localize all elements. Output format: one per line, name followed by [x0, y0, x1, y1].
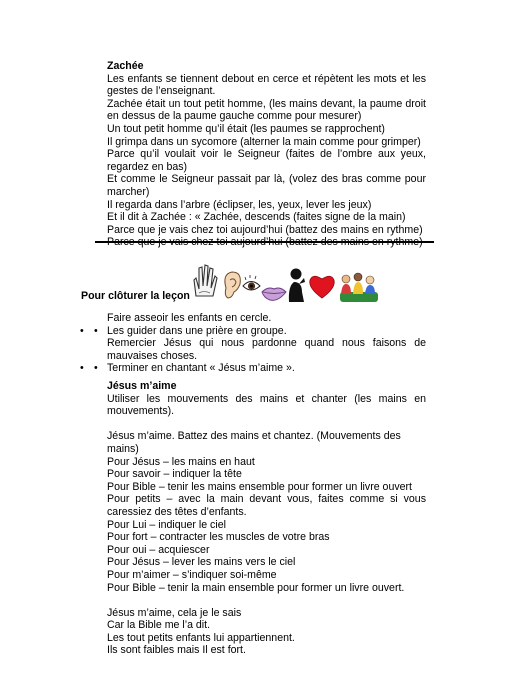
- zachee-line: Et comme le Seigneur passait par là, (volez des bras comme pour marcher): [107, 173, 426, 198]
- zachee-line: Il regarda dans l’arbre (éclipser, les, yeux, lever les jeux): [107, 198, 372, 211]
- closing-bullet-item: [94, 325, 413, 338]
- closing-item: Les guider dans une prière en groupe.: [107, 324, 287, 337]
- closing-heading: Pour clôturer la leçon: [81, 290, 190, 302]
- song-line: Pour fort – contracter les muscles de votre bras: [107, 531, 330, 544]
- mouth-icon: [262, 288, 286, 300]
- song-line: Pour Bible – tenir les mains ensemble pour former un livre ouvert: [107, 480, 413, 493]
- hand-icon: [194, 265, 217, 296]
- song-line: Pour m’aimer – s’indiquer soi-même: [107, 568, 277, 581]
- icons-strip: [190, 262, 380, 306]
- zachee-section: [107, 60, 426, 249]
- zachee-title: Zachée: [107, 60, 144, 72]
- song-title: Jésus m’aime: [107, 380, 177, 392]
- praying-child-icon: [289, 269, 305, 303]
- song-line: Jésus m’aime. Battez des mains et chantez. (Mouvements des mains): [107, 430, 401, 455]
- song-intro: Utiliser les mouvements des mains et chanter (les mains en mouvements).: [107, 392, 426, 418]
- closing-item: Terminer en chantant « Jésus m’aime ».: [107, 362, 295, 375]
- zachee-line: Parce qu’il voulait voir le Seigneur (faites de l’ombre aux yeux, regardez en bas): [107, 148, 426, 173]
- closing-item: Faire asseoir les enfants en cercle.: [107, 312, 272, 324]
- zachee-line: Un tout petit homme qu’il était (les paumes se rapprochent): [107, 122, 385, 135]
- zachee-line: Les enfants se tiennent debout en cerce et répètent les mots et les gestes de l’enseignant.: [107, 72, 426, 98]
- song-line: Pour savoir – indiquer la tête: [107, 468, 242, 481]
- zachee-line: Zachée était un tout petit homme, (les mains devant, la paume droit en dessus de la paume gauche comme pour mesurer): [107, 97, 426, 123]
- song-line: Pour Jésus – lever les mains vers le ciel: [107, 556, 296, 569]
- verse-line: Jésus m’aime, cela je le sais: [107, 606, 242, 619]
- verse-line: Car la Bible me l’a dit.: [107, 619, 211, 632]
- song-line: Pour Jésus – les mains en haut: [107, 455, 255, 468]
- zachee-line: Il grimpa dans un sycomore (alterner la main comme pour grimper): [107, 135, 421, 148]
- song-line: Pour petits – avec la main devant vous, faites comme si vous caressiez des têtes d’enfants.: [107, 493, 426, 518]
- song-line: Pour Lui – indiquer le ciel: [107, 518, 226, 531]
- bullet-icon: • •: [94, 362, 98, 375]
- song-line: Pour oui – acquiescer: [107, 543, 210, 556]
- ear-icon: [225, 272, 240, 298]
- zachee-line: Parce que je vais chez toi aujourd’hui (battez des mains en rythme): [107, 223, 423, 236]
- section-divider: [95, 241, 434, 243]
- eye-icon: [243, 275, 260, 290]
- closing-list: [94, 312, 426, 375]
- song-line: Pour Bible – tenir la main ensemble pour former un livre ouvert.: [107, 581, 405, 594]
- closing-subitem: Remercier Jésus qui nous pardonne quand nous faisons de mauvaises choses.: [107, 337, 426, 362]
- bullet-icon: • •: [94, 324, 98, 337]
- verse-line: Les tout petits enfants lui appartiennent.: [107, 631, 295, 644]
- song-section: [107, 380, 426, 657]
- closing-bullet-item: [94, 362, 413, 375]
- heart-icon: [310, 276, 335, 298]
- verse-line: Ils sont faibles mais Il est fort.: [107, 644, 246, 657]
- children-group-icon: [340, 273, 378, 302]
- zachee-line: Et il dit à Zachée : « Zachée, descends (faites signe de la main): [107, 211, 406, 224]
